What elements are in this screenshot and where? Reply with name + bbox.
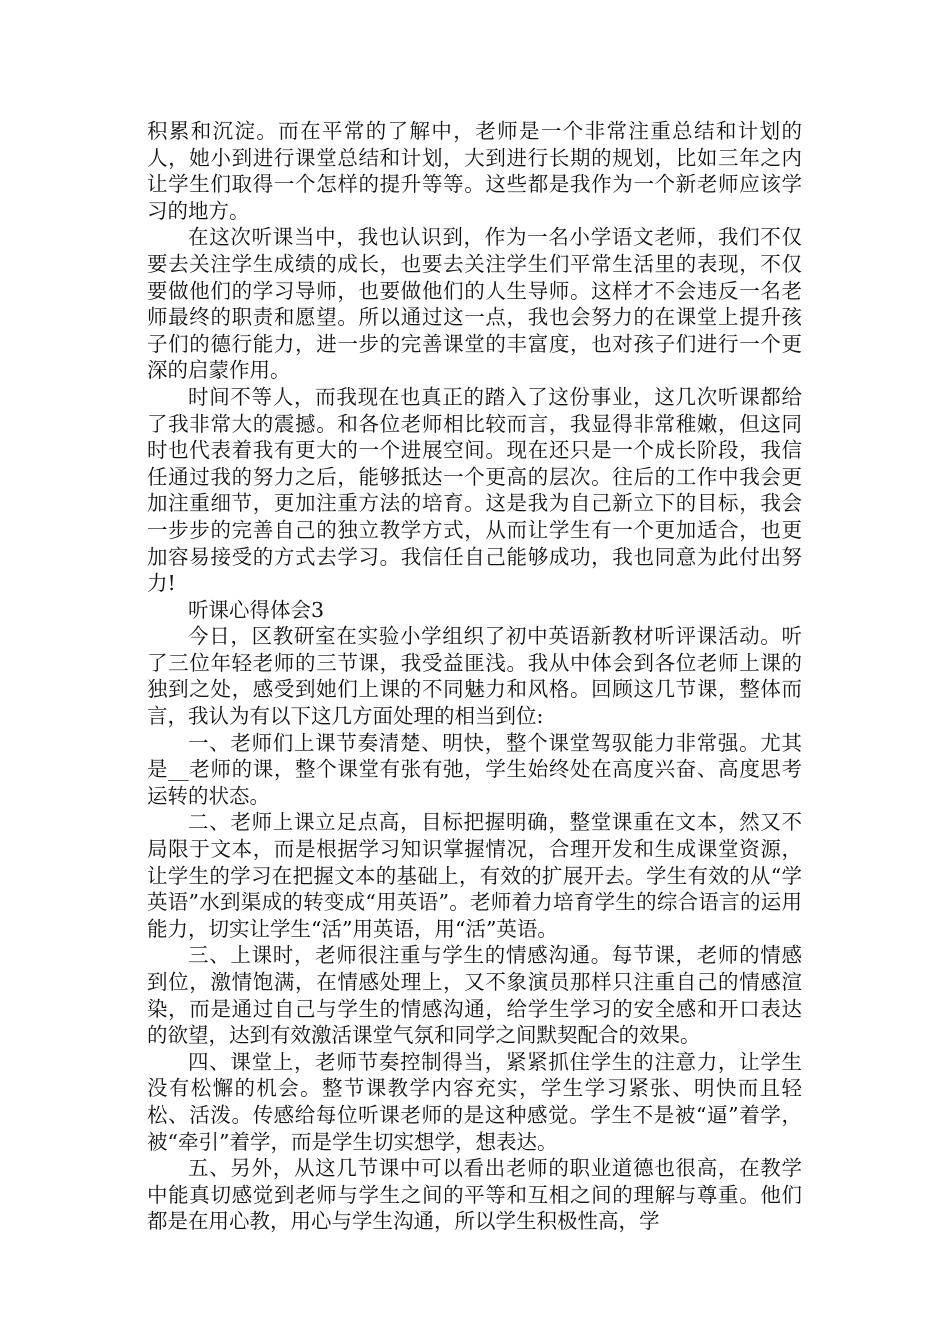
paragraph-personal-goal: 时间不等人，而我现在也真正的踏入了这份事业，这几次听课都给了我非常大的震撼。和各位老师相比较而言，我显得非常稚嫩，但这同时也代表着我有更大的一个进展空间。现在还只是一个成长阶段，我信任通过我的努力之后，能够抵达一个更高的层次。往后的工作中我会更加注重细节，更加注重方法的培育。这是我为自己新立下的目标，我会一步步的完善自己的独立教学方式，从而让学生有一个更加适合，也更加容易接受的方式去学习。我信任自己能够成功，我也同意为此付出努力! [147,384,802,596]
paragraph-point-2: 二、老师上课立足点高，目标把握明确，整堂课重在文本，然又不局限于文本，而是根据学习知识掌握情况，合理开发和生成课堂资源，让学生的学习在把握文本的基础上，有效的扩展开去。学生有效的从“学英语”水到渠成的转变成“用英语”。老师着力培育学生的综合语言的运用能力，切实让学生“活”用英语，用“活”英语。 [147,810,802,941]
document-page [147,118,802,1235]
paragraph-point-1: 一、老师们上课节奏清楚、明快，整个课堂驾驭能力非常强。尤其是__老师的课，整个课堂有张有弛，学生始终处在高度兴奋、高度思考运转的状态。 [147,730,802,808]
paragraph-point-3: 三、上课时，老师很注重与学生的情感沟通。每节课，老师的情感到位，激情饱满，在情感处理上，又不象演员那样只注重自己的情感渲染，而是通过自己与学生的情感沟通，给学生学习的安全感和开口表达的欲望，达到有效激活课堂气氛和同学之间默契配合的效果。 [147,943,802,1048]
paragraph-teacher-role: 在这次听课当中，我也认识到，作为一名小学语文老师，我们不仅要去关注学生成绩的成长，也要去关注学生们平常生活里的表现，不仅要做他们的学习导师，也要做他们的人生导师。这样才不会违反一名老师最终的职责和愿望。所以通过这一点，我也会努力的在课堂上提升孩子们的德行能力，进一步的完善课堂的丰富度，也对孩子们进行一个更深的启蒙作用。 [147,225,802,383]
paragraph-point-4: 四、课堂上，老师节奏控制得当，紧紧抓住学生的注意力，让学生没有松懈的机会。整节课教学内容充实，学生学习紧张、明快而且轻松、活泼。传感给每位听课老师的是这种感觉。学生不是被“逼”着学，被“牵引”着学，而是学生切实想学，想表达。 [147,1049,802,1154]
paragraph-continued: 积累和沉淀。而在平常的了解中，老师是一个非常注重总结和计划的人，她小到进行课堂总结和计划，大到进行长期的规划，比如三年之内让学生们取得一个怎样的提升等等。这些都是我作为一个新老师应该学习的地方。 [147,119,802,223]
paragraph-intro: 今日，区教研室在实验小学组织了初中英语新教材听评课活动。听了三位年轻老师的三节课，我受益匪浅。我从中体会到各位老师上课的独到之处，感受到她们上课的不同魅力和风格。回顾这几节课，整体而言，我认为有以下这几方面处理的相当到位: [147,624,802,729]
section-heading: 听课心得体会3 [188,597,325,622]
paragraph-point-5: 五、另外，从这几节课中可以看出老师的职业道德也很高，在教学中能真切感觉到老师与学生之间的平等和互相之间的理解与尊重。他们都是在用心教，用心与学生沟通，所以学生积极性高，学 [147,1156,802,1234]
